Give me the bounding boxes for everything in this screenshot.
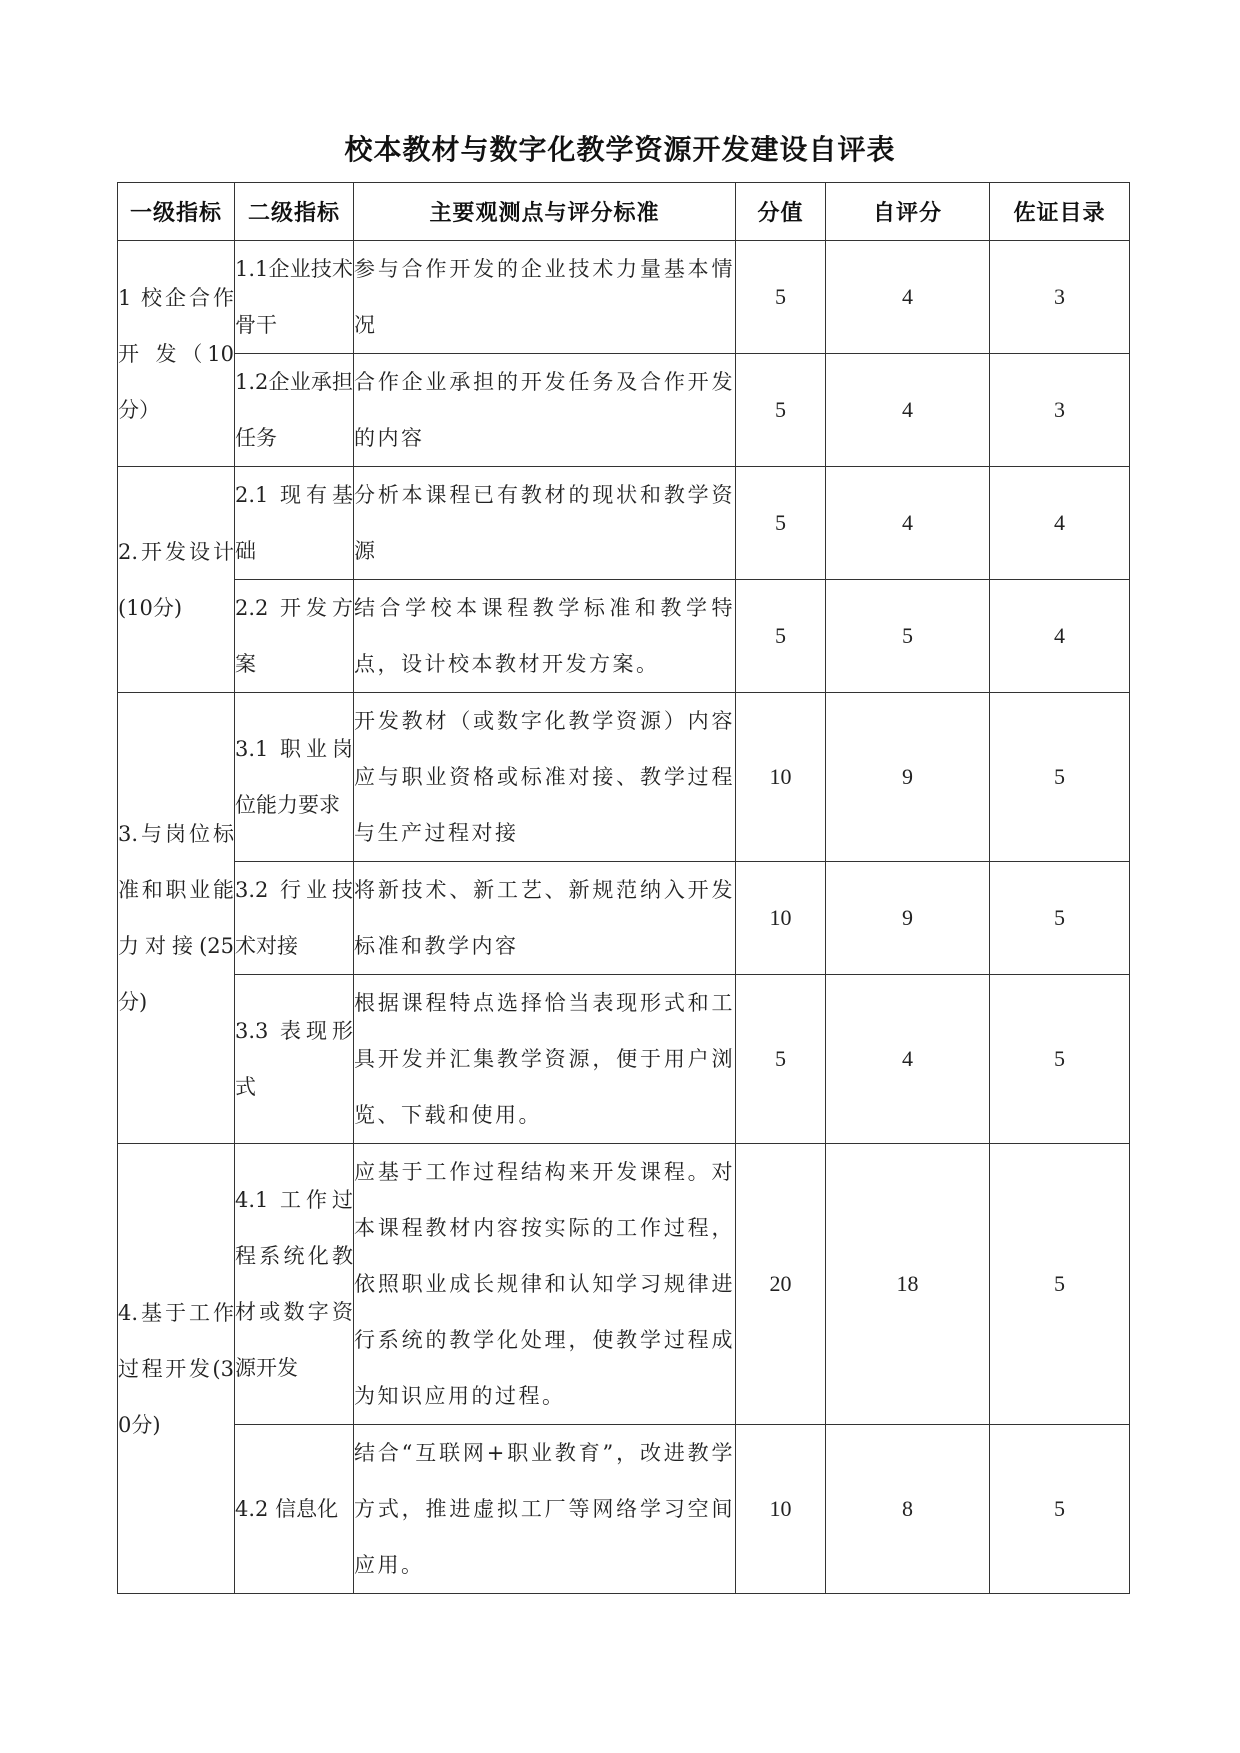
table-row [118,1425,1130,1594]
table-row [118,580,1130,693]
self-score-cell: 5 [826,580,990,693]
level2-indicator: 4.1 工作过程系统化教材或数字资源开发 [235,1144,354,1425]
table-row [118,862,1130,975]
level2-indicator: 3.3 表现形式 [235,975,354,1144]
self-score-cell: 8 [826,1425,990,1594]
evidence-cell: 5 [990,975,1130,1144]
table-row [118,975,1130,1144]
score-cell: 10 [736,862,826,975]
header-criteria: 主要观测点与评分标准 [354,183,736,241]
table-row [118,467,1130,580]
criteria-cell: 合作企业承担的开发任务及合作开发的内容 [354,354,736,467]
evidence-cell: 4 [990,580,1130,693]
evidence-cell: 5 [990,1425,1130,1594]
score-cell: 5 [736,580,826,693]
score-cell: 5 [736,241,826,354]
level1-indicator: 4.基于工作过程开发(30分) [118,1144,235,1594]
header-self-score: 自评分 [826,183,990,241]
self-score-cell: 18 [826,1144,990,1425]
self-score-cell: 4 [826,975,990,1144]
table-row [118,354,1130,467]
header-evidence: 佐证目录 [990,183,1130,241]
table-row [118,1144,1130,1425]
header-score: 分值 [736,183,826,241]
level2-indicator: 2.2 开发方案 [235,580,354,693]
level2-indicator: 3.1 职业岗位能力要求 [235,693,354,862]
criteria-cell: 应基于工作过程结构来开发课程。对本课程教材内容按实际的工作过程，依照职业成长规律和认知学习规律进行系统的教学化处理，使教学过程成为知识应用的过程。 [354,1144,736,1425]
level2-indicator: 3.2 行业技术对接 [235,862,354,975]
table-row [118,693,1130,862]
score-cell: 5 [736,354,826,467]
level1-indicator: 3.与岗位标准和职业能力对接(25分) [118,693,235,1144]
evidence-cell: 5 [990,693,1130,862]
header-level2: 二级指标 [235,183,354,241]
self-score-cell: 9 [826,862,990,975]
level2-indicator: 4.2 信息化 [235,1425,354,1594]
level1-indicator: 1 校企合作 开 发（10分） [118,241,235,467]
evidence-cell: 3 [990,354,1130,467]
header-level1: 一级指标 [118,183,235,241]
self-score-cell: 4 [826,354,990,467]
evidence-cell: 5 [990,1144,1130,1425]
criteria-cell: 参与合作开发的企业技术力量基本情况 [354,241,736,354]
criteria-cell: 分析本课程已有教材的现状和教学资源 [354,467,736,580]
level2-indicator: 2.1 现有基础 [235,467,354,580]
score-cell: 20 [736,1144,826,1425]
score-cell: 5 [736,467,826,580]
evidence-cell: 3 [990,241,1130,354]
criteria-cell: 开发教材（或数字化教学资源）内容应与职业资格或标准对接、教学过程与生产过程对接 [354,693,736,862]
level2-indicator: 1.1企业技术骨干 [235,241,354,354]
table-row [118,241,1130,354]
self-score-cell: 4 [826,467,990,580]
score-cell: 10 [736,1425,826,1594]
criteria-cell: 根据课程特点选择恰当表现形式和工具开发并汇集教学资源，便于用户浏览、下载和使用。 [354,975,736,1144]
self-evaluation-table [117,182,1130,1594]
level1-indicator: 2.开发设计(10分) [118,467,235,693]
criteria-cell: 结合“互联网+职业教育”，改进教学方式，推进虚拟工厂等网络学习空间应用。 [354,1425,736,1594]
score-cell: 10 [736,693,826,862]
evidence-cell: 4 [990,467,1130,580]
criteria-cell: 将新技术、新工艺、新规范纳入开发标准和教学内容 [354,862,736,975]
evidence-cell: 5 [990,862,1130,975]
criteria-cell: 结合学校本课程教学标准和教学特点，设计校本教材开发方案。 [354,580,736,693]
level2-indicator: 1.2企业承担任务 [235,354,354,467]
header-row [118,183,1130,241]
self-score-cell: 4 [826,241,990,354]
page-title: 校本教材与数字化教学资源开发建设自评表 [344,133,896,166]
score-cell: 5 [736,975,826,1144]
self-score-cell: 9 [826,693,990,862]
